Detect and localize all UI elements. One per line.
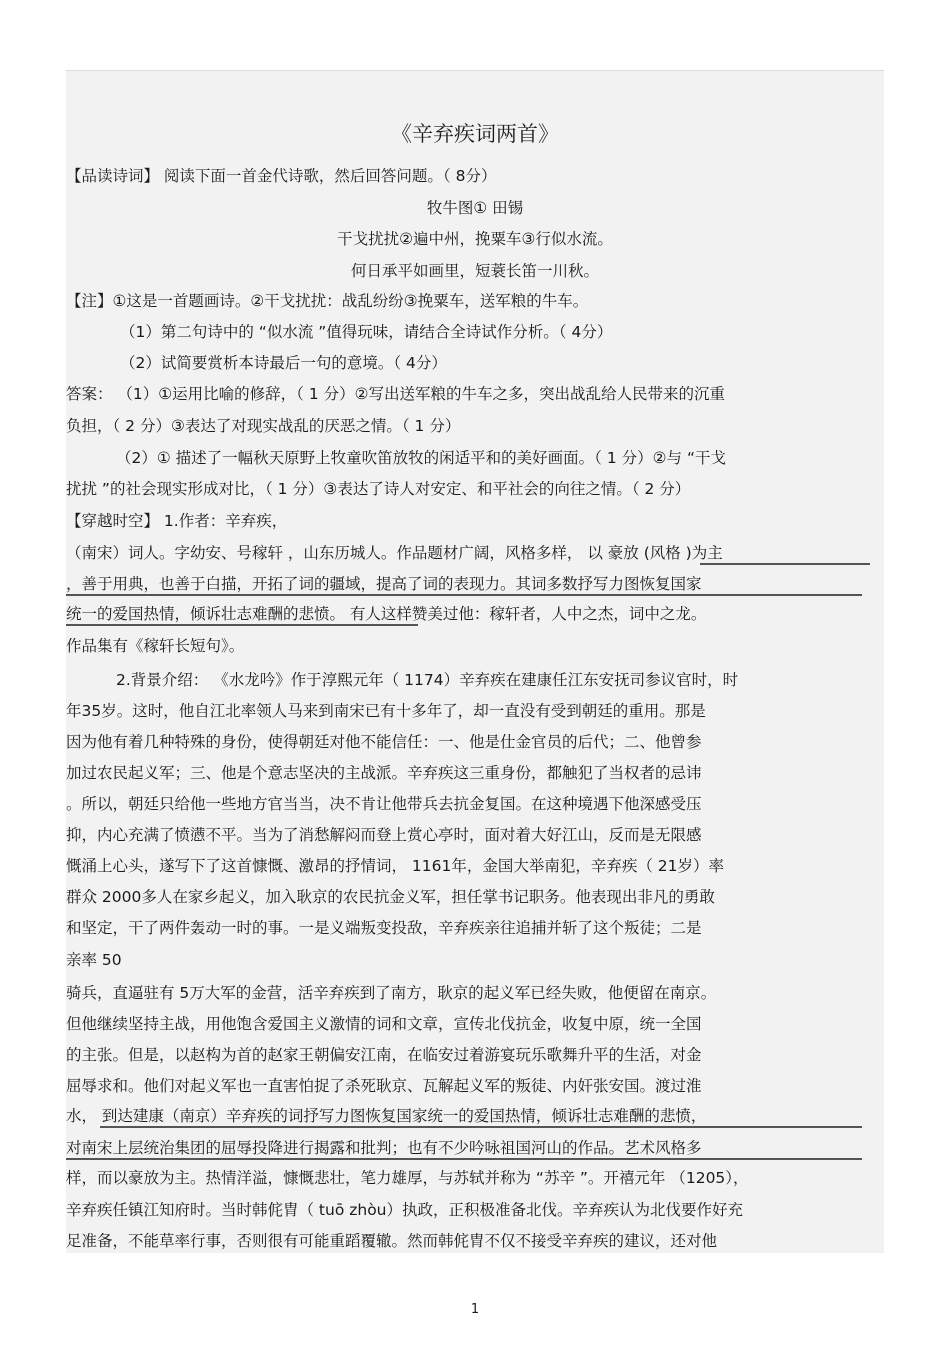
- text-line: 群众 2000多人在家乡起义，加入耿京的农民抗金义军，担任掌书记职务。他表现出非凡的勇敢: [66, 888, 715, 906]
- text-line: 辛弃疾任镇江知府时。当时韩侂胄（ tuō zhòu）执政，正积极准备北伐。辛弃疾认为北伐要作好充: [66, 1201, 744, 1219]
- poem-line: 干戈扰扰②遍中州，挽粟车③行似水流。: [337, 230, 613, 248]
- underline-mark: [100, 1126, 862, 1128]
- text-line: 亲率 50: [66, 951, 122, 969]
- poem-line: 何日承平如画里，短蓑长笛一川秋。: [350, 262, 599, 280]
- answer-line: 答案： （1）①运用比喻的修辞，（ 1 分）②写出送军粮的牛车之多，突出战乱给人民带来的沉重: [66, 385, 726, 403]
- underline-mark: [66, 624, 418, 626]
- text-line: 对南宋上层统治集团的屈辱投降进行揭露和批判；也有不少吟咏祖国河山的作品。艺术风格多: [66, 1139, 702, 1157]
- page-number: 1: [470, 1302, 480, 1317]
- text-line: 。所以，朝廷只给他一些地方官当当，决不肯让他带兵去抗金复国。在这种境遇下他深感受压: [66, 795, 702, 813]
- text-line: 统一的爱国热情，倾诉壮志难酬的悲愤。 有人这样赞美过他：稼轩者，人中之杰，词中之龙。: [66, 605, 707, 623]
- question-line: （2）试简要赏析本诗最后一句的意境。（ 4分）: [120, 354, 447, 372]
- text-line: ，善于用典，也善于白描，开拓了词的疆域，提高了词的表现力。其词多数抒写力图恢复国家: [66, 575, 702, 593]
- text-line: 慨涌上心头，遂写下了这首慷慨、激昂的抒情词， 1161年，金国大举南犯，辛弃疾（ 21岁）率: [66, 857, 725, 875]
- answer-line: （2）① 描述了一幅秋天原野上牧童吹笛放牧的闲适平和的美好画面。（ 1 分）②与 “干戈: [116, 449, 727, 467]
- text-line: 骑兵，直逼驻有 5万大军的金营，活辛弃疾到了南方，耿京的起义军已经失败，他便留在南京。: [66, 984, 717, 1002]
- underline-mark: [66, 594, 862, 596]
- question-line: （1）第二句诗中的 “似水流 ”值得玩味，请结合全诗试作分析。（ 4分）: [120, 323, 613, 341]
- text-line: 但他继续坚持主战，用他饱含爱国主义激情的词和文章，宣传北伐抗金，收复中原，统一全国: [66, 1015, 702, 1033]
- underline-mark: [66, 1158, 862, 1160]
- text-line: 【品读诗词】 阅读下面一首金代诗歌，然后回答问题。（ 8分）: [66, 167, 497, 185]
- text-line: （南宋）词人。字幼安、号稼轩 ，山东历城人。作品题材广阔，风格多样， 以 豪放 (风格 )为主: [66, 544, 723, 562]
- text-line: 因为他有着几种特殊的身份，使得朝廷对他不能信任：一、他是仕金官员的后代；二、他曾参: [66, 733, 702, 751]
- text-line: 的主张。但是，以赵构为首的赵家王朝偏安江南，在临安过着游宴玩乐歌舞升平的生活，对金: [66, 1046, 702, 1064]
- text-line: 抑，内心充满了愤懑不平。当为了消愁解闷而登上赏心亭时，面对着大好江山，反而是无限感: [66, 826, 702, 844]
- document-title: 《辛弃疾词两首》: [391, 122, 559, 146]
- note-line: 【注】①这是一首题画诗。②干戈扰扰：战乱纷纷③挽粟车，送军粮的牛车。: [66, 292, 589, 310]
- section-heading: 2.背景介绍： 《水龙吟》作于淳熙元年（ 1174）辛弃疾在建康任江东安抚司参议官时，时: [116, 671, 739, 689]
- text-line: 和坚定，干了两件轰动一时的事。一是义端叛变投敌，辛弃疾亲往追捕并斩了这个叛徒；二是: [66, 919, 702, 937]
- section-heading: 【穿越时空】 1.作者：辛弃疾，: [66, 512, 288, 530]
- poem-title-line: 牧牛图① 田锡: [426, 199, 524, 217]
- text-line: 年35岁。这时，他自江北率领人马来到南宋已有十多年了，却一直没有受到朝廷的重用。那是: [66, 702, 706, 720]
- text-line: 屈辱求和。他们对起义军也一直害怕捉了杀死耿京、瓦解起义军的叛徒、内奸张安国。渡过淮: [66, 1077, 702, 1095]
- underline-mark: [700, 563, 870, 565]
- text-line: 样，而以豪放为主。热情洋溢，慷慨悲壮，笔力雄厚，与苏轼并称为 “苏辛 ”。开禧元年 （1205），: [66, 1169, 749, 1187]
- text-line: 水， 到达建康（南京）辛弃疾的词抒写力图恢复国家统一的爱国热情，倾诉壮志难酬的悲愤，: [66, 1107, 707, 1125]
- answer-line: 负担，（ 2 分）③表达了对现实战乱的厌恶之情。（ 1 分）: [66, 417, 461, 435]
- text-line: 加过农民起义军；三、他是个意志坚决的主战派。辛弃疾这三重身份，都触犯了当权者的忌讳: [66, 764, 702, 782]
- text-line: 作品集有《稼轩长短句》。: [66, 637, 245, 655]
- answer-line: 扰扰 ”的社会现实形成对比，（ 1 分）③表达了诗人对安定、和平社会的向往之情。（ 2 分）: [66, 480, 691, 498]
- text-line: 足准备，不能草率行事，否则很有可能重蹈覆辙。然而韩侂胄不仅不接受辛弃疾的建议，还对他: [66, 1232, 718, 1250]
